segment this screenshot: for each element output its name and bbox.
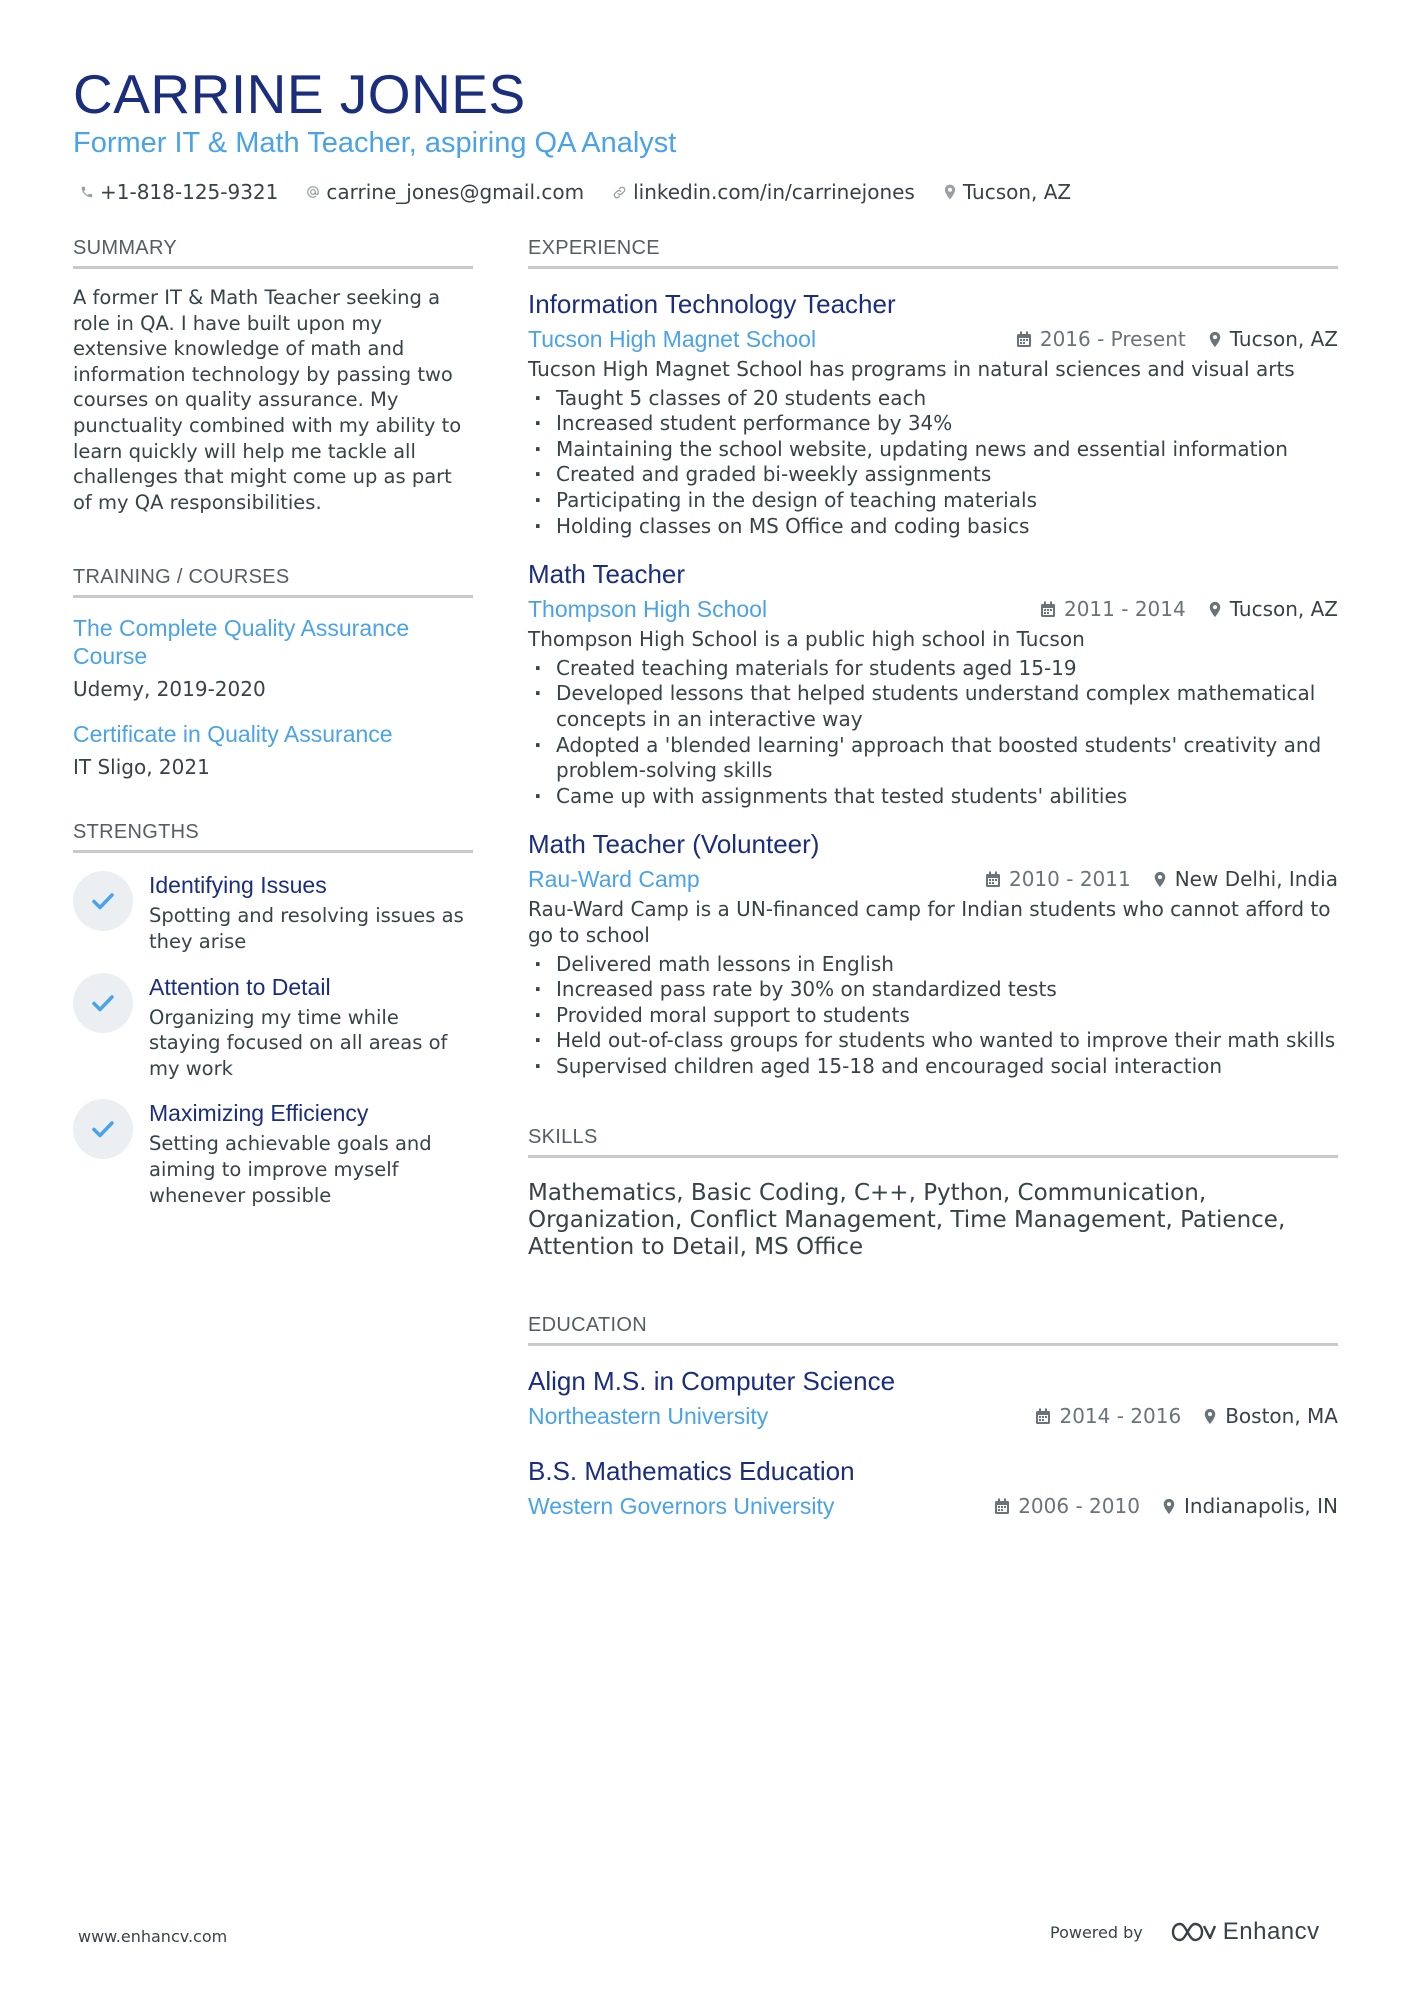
location-text: Tucson, AZ bbox=[1229, 327, 1338, 351]
course-title: The Complete Quality Assurance Course bbox=[73, 615, 410, 670]
job-row bbox=[528, 323, 1338, 355]
job-dates bbox=[1040, 597, 1186, 621]
summary-heading: SUMMARY bbox=[73, 236, 473, 269]
location-text: Indianapolis, IN bbox=[1183, 1494, 1338, 1519]
job-bullets bbox=[528, 656, 1338, 810]
link-icon bbox=[612, 185, 627, 200]
at-icon bbox=[306, 185, 320, 199]
check-icon bbox=[73, 871, 133, 931]
linkedin-text: linkedin.com/in/carrinejones bbox=[633, 180, 915, 204]
bullet-item: · Increased student performance by 34% bbox=[528, 411, 1338, 437]
strength-title: Attention to Detail bbox=[149, 973, 331, 1000]
strength-title: Maximizing Efficiency bbox=[149, 1100, 369, 1127]
contact-phone[interactable] bbox=[80, 178, 278, 206]
education-row bbox=[528, 1400, 1338, 1432]
strengths-heading: STRENGTHS bbox=[73, 820, 473, 853]
calendar-icon bbox=[1016, 331, 1032, 348]
contact-email[interactable] bbox=[306, 178, 584, 206]
email-text: carrine_jones@gmail.com bbox=[326, 180, 585, 204]
date-text: 2006 - 2010 bbox=[1018, 1494, 1140, 1519]
bullet-item: · Increased pass rate by 30% on standardized tests bbox=[528, 977, 1338, 1003]
job-location bbox=[1208, 597, 1338, 621]
job-location bbox=[1153, 867, 1338, 891]
bullet-item: · Created teaching materials for students aged 15-19 bbox=[528, 656, 1338, 682]
right-column bbox=[528, 236, 1338, 1522]
school-name: Northeastern University bbox=[528, 1403, 769, 1430]
bullet-item: · Came up with assignments that tested students' abilities bbox=[528, 784, 1338, 810]
strength-desc: Spotting and resolving issues as they arise bbox=[149, 904, 464, 953]
experience-heading: EXPERIENCE bbox=[528, 236, 1338, 269]
education-meta bbox=[1013, 1404, 1338, 1428]
location-pin-icon bbox=[943, 184, 957, 200]
candidate-name: CARRINE JONES bbox=[73, 63, 526, 125]
summary-text: A former IT & Math Teacher seeking a role in QA. I have built upon my extensive knowledge of math and information technology by passing two courses on quality assurance. My punctuality combined with my ability to learn quickly will help me tackle all challenges that might come up as part of my QA responsibilities. bbox=[73, 286, 462, 514]
course-title: Certificate in Quality Assurance bbox=[73, 721, 393, 748]
strength-desc: Setting achievable goals and aiming to improve myself whenever possible bbox=[149, 1132, 432, 1207]
course-detail: IT Sligo, 2021 bbox=[73, 755, 210, 780]
location-pin-icon bbox=[1208, 601, 1222, 618]
job-location bbox=[1208, 327, 1338, 351]
course-item bbox=[73, 720, 473, 780]
date-text: 2016 - Present bbox=[1039, 327, 1186, 351]
strength-desc: Organizing my time while staying focused on all areas of my work bbox=[149, 1005, 448, 1080]
footer-branding[interactable] bbox=[1050, 1918, 1320, 1946]
bullet-item: · Held out-of-class groups for students who wanted to improve their math skills bbox=[528, 1028, 1338, 1054]
bullet-item: · Maintaining the school website, updating news and essential information bbox=[528, 437, 1338, 463]
education-location bbox=[1162, 1494, 1338, 1518]
job-meta bbox=[1018, 597, 1338, 621]
degree-title: B.S. Mathematics Education bbox=[528, 1456, 855, 1487]
calendar-icon bbox=[994, 1498, 1010, 1515]
bullet-item: · Created and graded bi-weekly assignments bbox=[528, 462, 1338, 488]
location-text: Tucson, AZ bbox=[962, 180, 1072, 204]
check-icon bbox=[73, 973, 133, 1033]
education-heading: EDUCATION bbox=[528, 1313, 1338, 1346]
bullet-item: · Holding classes on MS Office and coding basics bbox=[528, 514, 1338, 540]
contact-location bbox=[943, 178, 1071, 206]
contact-linkedin[interactable] bbox=[612, 178, 915, 206]
job-title: Math Teacher bbox=[528, 559, 686, 590]
brand-name: Enhancv bbox=[1222, 1918, 1320, 1945]
bullet-item: · Taught 5 classes of 20 students each bbox=[528, 386, 1338, 412]
course-detail: Udemy, 2019-2020 bbox=[73, 677, 266, 702]
education-entry bbox=[528, 1364, 1338, 1432]
job-bullets bbox=[528, 952, 1338, 1080]
candidate-role: Former IT & Math Teacher, aspiring QA Analyst bbox=[73, 127, 677, 159]
enhancv-logo-icon bbox=[1169, 1919, 1217, 1945]
job-dates bbox=[1016, 327, 1186, 351]
education-dates bbox=[994, 1494, 1140, 1518]
strength-item bbox=[73, 973, 473, 1082]
bullet-item: · Provided moral support to students bbox=[528, 1003, 1338, 1029]
job-entry bbox=[528, 287, 1338, 539]
job-meta bbox=[963, 867, 1338, 891]
date-text: 2011 - 2014 bbox=[1063, 597, 1186, 622]
strength-title: Identifying Issues bbox=[149, 872, 327, 899]
education-row bbox=[528, 1490, 1338, 1522]
degree-title: Align M.S. in Computer Science bbox=[528, 1366, 896, 1397]
job-entry bbox=[528, 557, 1338, 809]
strength-item bbox=[73, 871, 473, 954]
calendar-icon bbox=[985, 871, 1001, 888]
left-column bbox=[73, 236, 473, 1208]
location-text: Tucson, AZ bbox=[1229, 597, 1338, 622]
location-pin-icon bbox=[1153, 871, 1167, 888]
course-item bbox=[73, 614, 473, 702]
calendar-icon bbox=[1035, 1408, 1051, 1425]
job-company: Tucson High Magnet School bbox=[528, 326, 817, 352]
location-pin-icon bbox=[1162, 1498, 1176, 1515]
education-location bbox=[1203, 1404, 1338, 1428]
calendar-icon bbox=[1040, 601, 1056, 618]
skills-heading: SKILLS bbox=[528, 1125, 1338, 1158]
job-company: Rau-Ward Camp bbox=[528, 866, 700, 893]
location-text: New Delhi, India bbox=[1174, 867, 1338, 892]
bullet-item: · Developed lessons that helped students understand complex mathematical concepts in an interactive way bbox=[528, 681, 1338, 732]
education-meta bbox=[972, 1494, 1338, 1518]
job-description: Tucson High Magnet School has programs in natural sciences and visual arts bbox=[528, 357, 1295, 381]
job-description: Thompson High School is a public high school in Tucson bbox=[528, 627, 1085, 652]
education-dates bbox=[1035, 1404, 1181, 1428]
date-text: 2010 - 2011 bbox=[1008, 867, 1131, 892]
training-heading: TRAINING / COURSES bbox=[73, 565, 473, 598]
powered-by-text: Powered by bbox=[1050, 1922, 1143, 1942]
location-text: Boston, MA bbox=[1225, 1404, 1338, 1429]
phone-text: +1-818-125-9321 bbox=[100, 180, 279, 204]
footer-website[interactable]: www.enhancv.com bbox=[78, 1927, 228, 1946]
bullet-item: · Supervised children aged 15-18 and encouraged social interaction bbox=[528, 1054, 1338, 1080]
education-entry bbox=[528, 1454, 1338, 1522]
job-company: Thompson High School bbox=[528, 596, 768, 623]
contact-bar bbox=[80, 178, 1099, 206]
job-description: Rau-Ward Camp is a UN-financed camp for Indian students who cannot afford to go to school bbox=[528, 897, 1331, 947]
job-meta bbox=[994, 327, 1338, 351]
bullet-item: · Adopted a 'blended learning' approach that boosted students' creativity and problem-solving skills bbox=[528, 733, 1338, 784]
bullet-item: · Delivered math lessons in English bbox=[528, 952, 1338, 978]
job-dates bbox=[985, 867, 1131, 891]
school-name: Western Governors University bbox=[528, 1493, 835, 1520]
date-text: 2014 - 2016 bbox=[1059, 1404, 1182, 1429]
job-row bbox=[528, 593, 1338, 625]
job-title: Information Technology Teacher bbox=[528, 289, 896, 319]
job-title: Math Teacher (Volunteer) bbox=[528, 829, 820, 860]
strength-item bbox=[73, 1099, 473, 1208]
bullet-item: · Participating in the design of teaching materials bbox=[528, 488, 1338, 514]
skills-text: Mathematics, Basic Coding, C++, Python, Communication, Organization, Conflict Management, Time Management, Patience, Attention to Detail, MS Office bbox=[528, 1180, 1286, 1261]
check-icon bbox=[73, 1099, 133, 1159]
job-entry bbox=[528, 827, 1338, 1079]
location-pin-icon bbox=[1208, 331, 1222, 348]
job-bullets bbox=[528, 386, 1338, 540]
phone-icon bbox=[80, 185, 94, 199]
job-row bbox=[528, 863, 1338, 895]
location-pin-icon bbox=[1203, 1408, 1217, 1425]
